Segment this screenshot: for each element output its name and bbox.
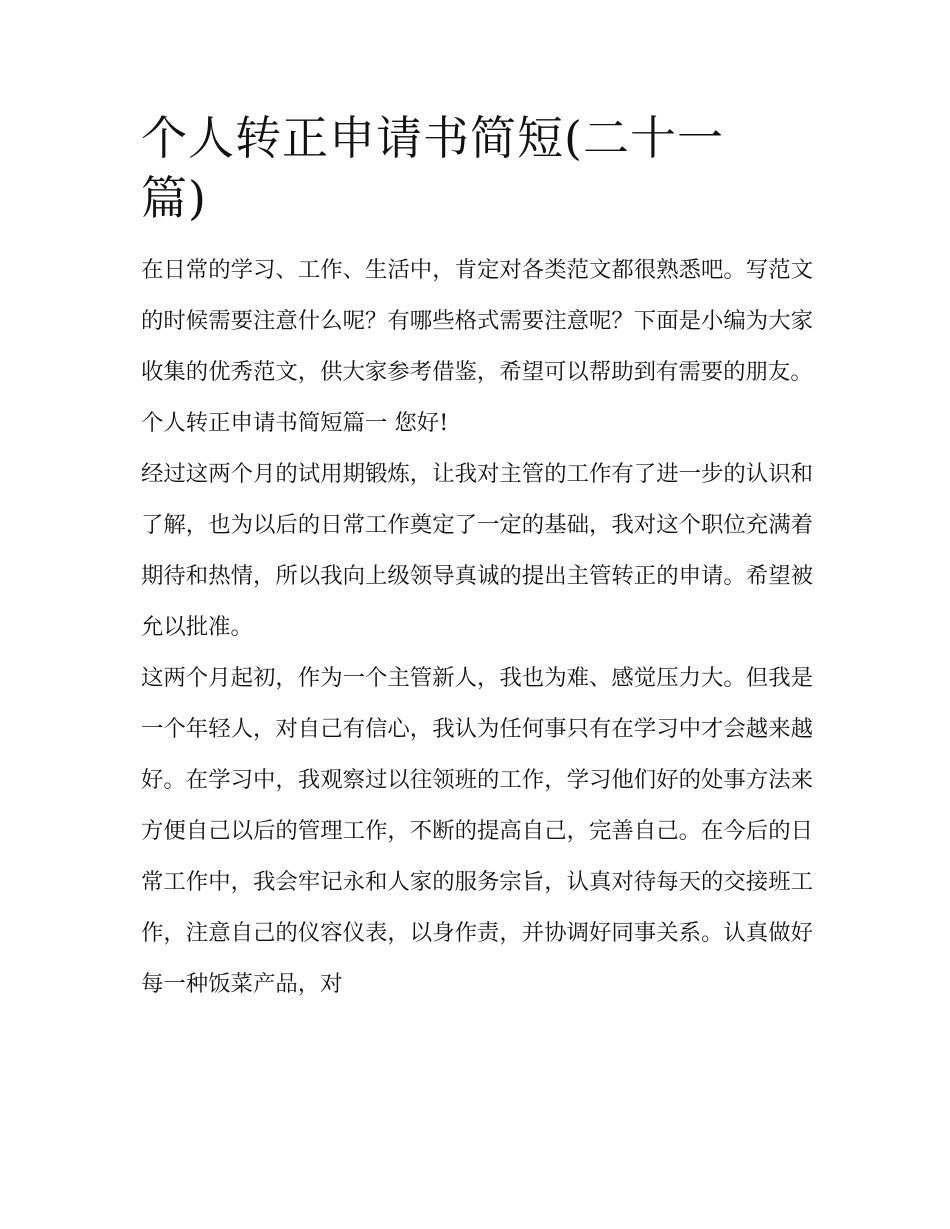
body-paragraph-2: 这两个月起初，作为一个主管新人，我也为难、感觉压力大。但我是一个年轻人，对自己有信心，我认为任何事只有在学习中才会越来越好。在学习中，我观察过以往领班的工作，学习他们好的处事方法来方便自己以后的管理工作，不断的提高自己，完善自己。在今后的日常工作中，我会牢记永和人家的服务宗旨，认真对待每天的交接班工作，注意自己的仪容仪表，以身作责，并协调好同事关系。认真做好每一种饭菜产品，对	[141, 665, 813, 997]
body-paragraph-1: 经过这两个月的试用期锻炼，让我对主管的工作有了进一步的认识和了解，也为以后的日常工作奠定了一定的基础，我对这个职位充满着期待和热情，所以我向上级领导真诚的提出主管转正的申请。希望被允以批准。	[141, 461, 813, 640]
document-title: 个人转正申请书简短(二十一篇)	[141, 111, 724, 225]
intro-paragraph: 在日常的学习、工作、生活中，肯定对各类范文都很熟悉吧。写范文的时候需要注意什么呢？有哪些格式需要注意呢？下面是小编为大家收集的优秀范文，供大家参考借鉴，希望可以帮助到有需要的朋友。	[141, 257, 813, 385]
document-page	[141, 108, 813, 1010]
section-heading-paragraph: 个人转正申请书简短篇一 您好!	[141, 410, 449, 436]
